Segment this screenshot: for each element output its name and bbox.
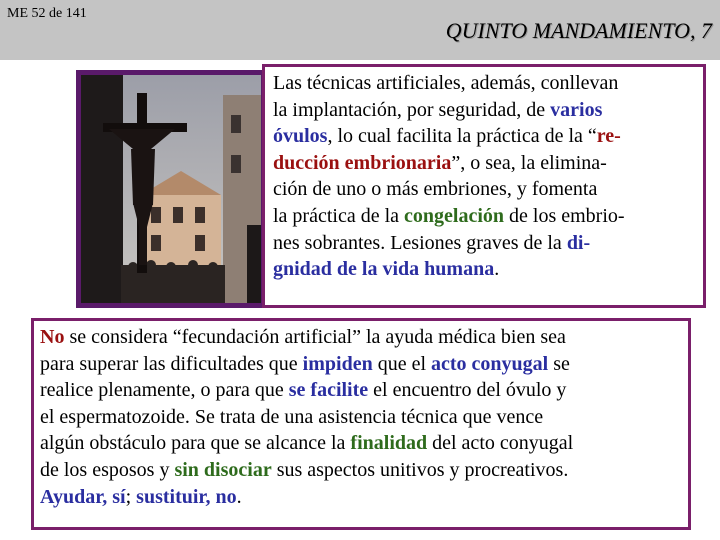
text: Las técnicas artificiales, además, conllevan xyxy=(273,72,619,94)
line xyxy=(273,256,697,283)
text: el espermatozoide. Se trata de una asistencia técnica que vence xyxy=(40,405,544,428)
photo-frame xyxy=(76,70,266,308)
line xyxy=(40,377,680,404)
text: de los embrio- xyxy=(504,204,625,227)
paragraph-assistance xyxy=(40,324,680,510)
text: ; xyxy=(125,485,137,508)
page-counter: ME 52 de 141 xyxy=(7,6,87,21)
text: la práctica de la xyxy=(273,204,405,227)
highlight-no: No xyxy=(40,326,65,348)
line xyxy=(273,203,697,230)
line xyxy=(40,351,680,378)
line xyxy=(40,324,680,351)
line xyxy=(273,230,697,257)
highlight-sin-disociar: sin disociar xyxy=(174,458,272,481)
text: para superar las dificultades que xyxy=(40,352,303,375)
highlight-ayudar-si: Ayudar, sí xyxy=(40,485,126,508)
line xyxy=(40,457,680,484)
text: se xyxy=(548,352,570,375)
text: algún obstáculo para que se alcance la xyxy=(40,432,351,455)
text: la implantación, por seguridad, de xyxy=(273,98,551,121)
highlight-impiden: impiden xyxy=(302,352,373,375)
text: de los esposos y xyxy=(40,458,175,481)
highlight-sustituir-no: sustituir, no xyxy=(136,485,237,508)
text: del acto conyugal xyxy=(427,432,574,455)
line xyxy=(40,484,680,511)
text: que el xyxy=(372,352,432,375)
highlight-dignidad-2: gnidad de la vida humana xyxy=(273,258,495,281)
line xyxy=(40,404,680,431)
text: . xyxy=(494,258,500,281)
highlight-reduccion-2: ducción embrionaria xyxy=(273,151,452,174)
line xyxy=(273,150,697,177)
paragraph-techniques xyxy=(273,70,697,283)
text: nes sobrantes. Lesiones graves de la xyxy=(273,231,567,254)
line xyxy=(40,430,680,457)
text: sus aspectos unitivos y procreativos. xyxy=(271,458,569,481)
text: , lo cual facilita la práctica de la “ xyxy=(327,125,597,148)
highlight-reduccion-1: re- xyxy=(596,125,621,148)
text: ”, o sea, la elimina- xyxy=(451,151,607,174)
highlight-ovulos: óvulos xyxy=(273,125,328,148)
text: realice plenamente, o para que xyxy=(40,379,289,402)
text: se considera “fecundación artificial” la ayuda médica bien sea xyxy=(64,326,566,348)
highlight-varios: varios xyxy=(550,98,603,121)
highlight-dignidad-1: di- xyxy=(566,231,591,254)
crucifix-photo xyxy=(81,75,261,303)
highlight-congelacion: congelación xyxy=(404,204,505,227)
highlight-se-facilite: se facilite xyxy=(288,379,369,402)
line xyxy=(273,70,697,97)
highlight-finalidad: finalidad xyxy=(350,432,428,455)
text: el encuentro del óvulo y xyxy=(368,379,567,402)
line xyxy=(273,123,697,150)
highlight-acto-conyugal: acto conyugal xyxy=(431,352,549,375)
line xyxy=(273,176,697,203)
slide-title: QUINTO MANDAMIENTO, 7 xyxy=(445,18,712,43)
text: ción de uno o más embriones, y fomenta xyxy=(273,178,598,201)
text-box-assistance xyxy=(31,318,691,530)
line xyxy=(273,97,697,124)
text: . xyxy=(236,485,242,508)
text-box-techniques xyxy=(262,64,706,308)
